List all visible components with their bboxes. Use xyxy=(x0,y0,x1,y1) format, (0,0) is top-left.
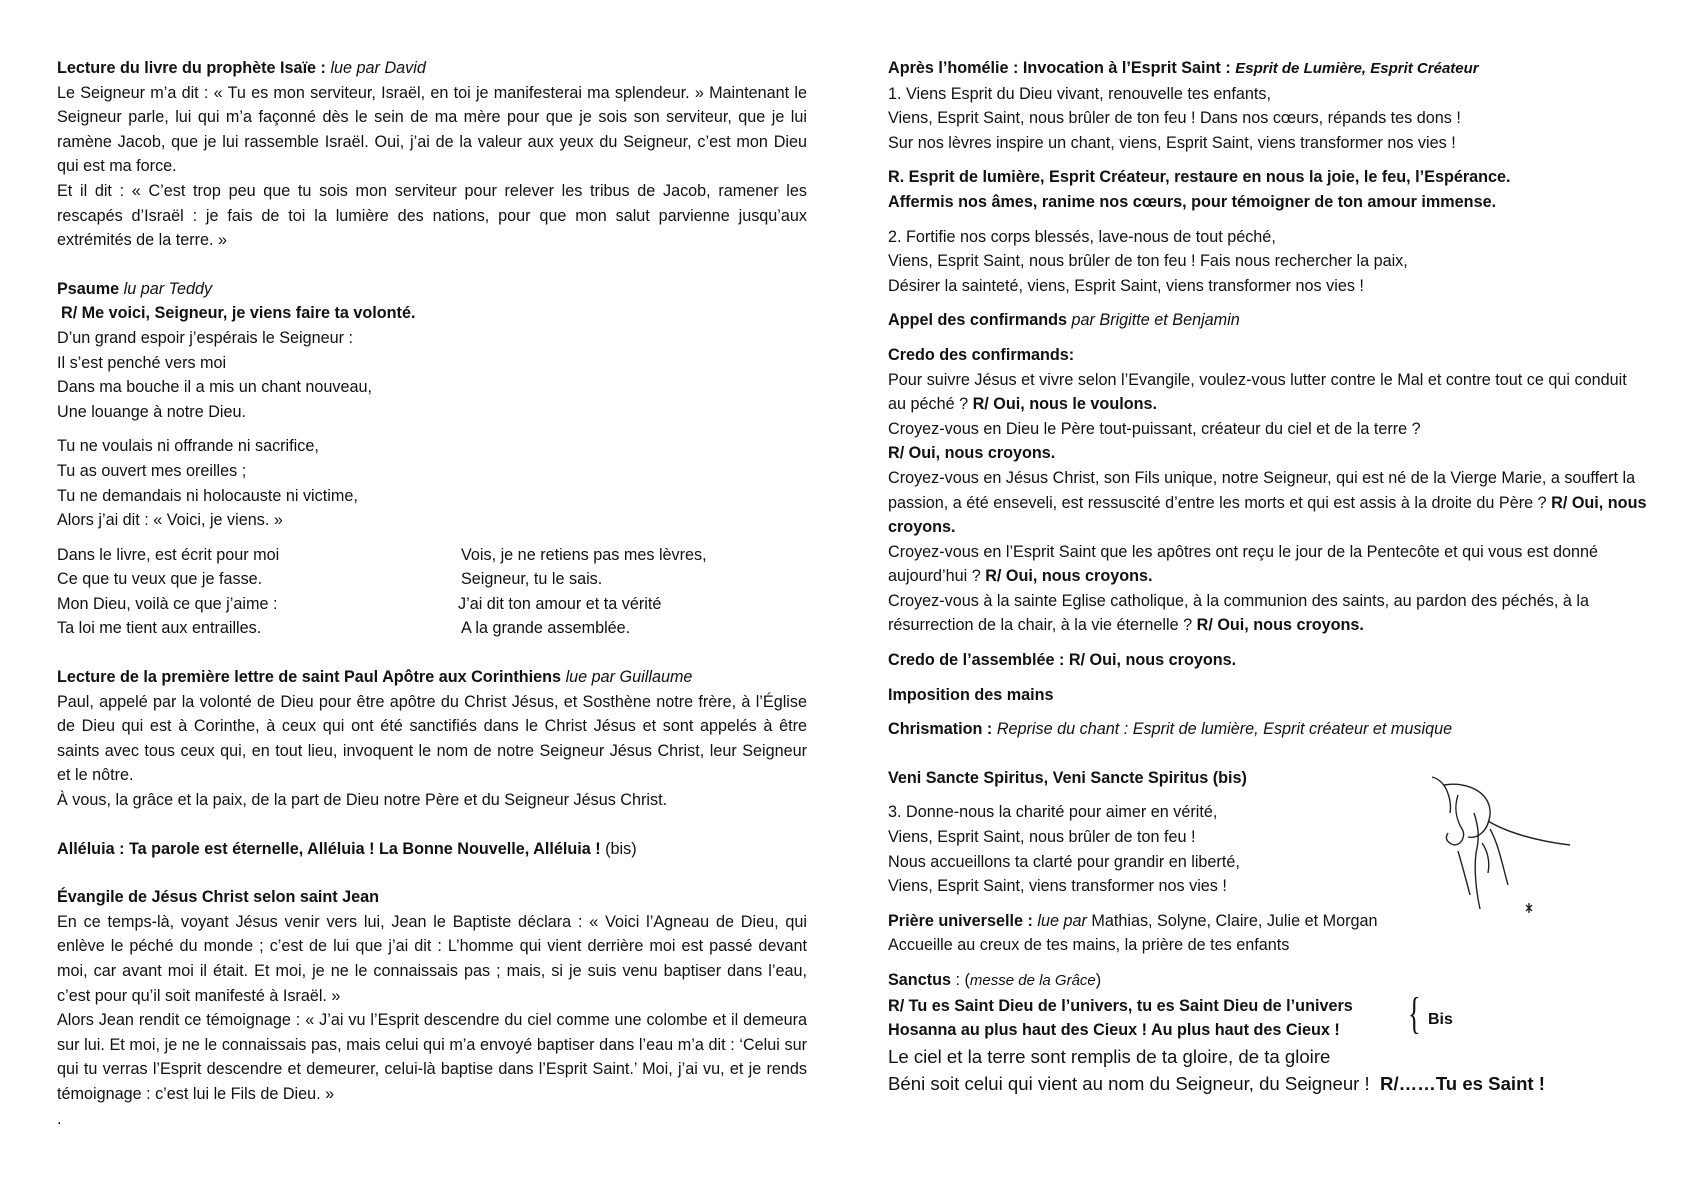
priere-names: Mathias, Solyne, Claire, Julie et Morgan xyxy=(1091,911,1378,930)
psaume-line: Alors j’ai dit : « Voici, je viens. » xyxy=(57,511,283,530)
credo-q1: Pour suivre Jésus et vivre selon l’Evangile, voulez-vous lutter contre le Mal et contre tout ce qui conduit au péché ? xyxy=(888,370,1627,414)
song-line: 2. Fortifie nos corps blessés, lave-nous de tout péché, xyxy=(888,227,1276,246)
credo-r3: R/ Oui, nous croyons. xyxy=(888,493,1647,537)
psaume-line: Ta loi me tient aux entrailles. xyxy=(57,619,262,638)
song-line: 3. Donne-nous la charité pour aimer en vérité, xyxy=(888,803,1218,822)
credo-q4: Croyez-vous en l’Esprit Saint que les apôtres ont reçu le jour de la Pentecôte et qui vous est donné aujourd’hui ? xyxy=(888,542,1598,586)
brace-icon: { xyxy=(1408,988,1421,1038)
isaie-title: Lecture du livre du prophète Isaïe : xyxy=(57,59,326,77)
alleluia-bis: (bis) xyxy=(605,839,637,858)
credo-question: Croyez-vous en Dieu le Père tout-puissant, créateur du ciel et de la terre ? xyxy=(888,419,1421,438)
psaume-line: Il s’est penché vers moi xyxy=(57,353,227,372)
song-line: Viens, Esprit Saint, nous brûler de ton feu ! xyxy=(888,828,1196,847)
homelie-title: Après l’homélie : Invocation à l’Esprit Saint : xyxy=(888,59,1231,77)
bis-label: Bis xyxy=(1428,1010,1453,1028)
psaume-line: Tu as ouvert mes oreilles ; xyxy=(57,461,247,480)
appel-reader: par Brigitte et Benjamin xyxy=(1071,311,1240,330)
credo-r5: R/ Oui, nous croyons. xyxy=(1196,616,1364,635)
credo-r2: R/ Oui, nous croyons. xyxy=(888,444,1056,463)
psaume-line: A la grande assemblée. xyxy=(461,619,631,638)
imposition-title: Imposition des mains xyxy=(888,685,1054,704)
credo-question xyxy=(888,368,1648,417)
psaume-line: Ce que tu veux que je fasse. xyxy=(57,570,263,589)
psaume-line: Mon Dieu, voilà ce que j’aime : xyxy=(57,594,278,613)
song-refrain: R. Esprit de lumière, Esprit Créateur, restaure en nous la joie, le feu, l’Espérance. xyxy=(888,168,1511,187)
credo-assemblee: Credo de l’assemblée : R/ Oui, nous croyons. xyxy=(888,651,1237,670)
chrismation-title: Chrismation : xyxy=(888,720,993,739)
sanctus-mass: messe de la Grâce xyxy=(969,972,1096,989)
psaume-line: Une louange à notre Dieu. xyxy=(57,402,246,421)
homelie-heading xyxy=(888,56,1648,82)
psaume-line: Seigneur, tu le sais. xyxy=(461,570,603,589)
corinthiens-text-2: À vous, la grâce et la paix, de la part de Dieu notre Père et du Seigneur Jésus Christ. xyxy=(57,791,668,810)
credo-question xyxy=(888,540,1648,589)
alleluia xyxy=(57,837,807,862)
sanctus-line-4-end: R/……Tu es Saint ! xyxy=(1380,1072,1545,1094)
priere-title: Prière universelle : xyxy=(888,911,1033,930)
psaume-stanza-3 xyxy=(57,543,807,641)
credo-q3: Croyez-vous en Jésus Christ, son Fils unique, notre Seigneur, qui est né de la Vierge Marie, a souffert la passion, a été enseveli, est ressuscité d’entre les morts et qui est assis à la droite du Père ? xyxy=(888,468,1636,512)
corinthiens-reader: lue par Guillaume xyxy=(565,668,693,687)
evangile-title: Évangile de Jésus Christ selon saint Jean xyxy=(57,888,380,907)
sanctus-colon: : ( xyxy=(950,971,970,989)
evangile-text-2: Alors Jean rendit ce témoignage : « J’ai vu l’Esprit descendre du ciel comme une colombe et il demeura sur lui. Et moi, je ne le connaissais pas, mais celui qui m’a envoyé baptiser dans l’eau m’a dit : ‘Celui sur qui tu verras l’Esprit descendre et demeurer, celui-là baptise dans l’Esprit Saint.’ Moi, j’ai vu, et je rends témoignage : c’est lui le Fils de Dieu. » xyxy=(57,1011,807,1103)
sanctus-heading xyxy=(888,968,1648,994)
alleluia-text: Alléluia : Ta parole est éternelle, Alléluia ! La Bonne Nouvelle, Alléluia ! xyxy=(57,839,601,858)
song-line: Sur nos lèvres inspire un chant, viens, Esprit Saint, viens transformer nos vies ! xyxy=(888,133,1456,152)
psaume-refrain: R/ Me voici, Seigneur, je viens faire ta volonté. xyxy=(61,304,416,323)
credo-q5: Croyez-vous à la sainte Eglise catholique, à la communion des saints, au pardon des péchés, à la résurrection de la chair, à la vie éternelle ? xyxy=(888,591,1589,635)
credo-title: Credo des confirmands: xyxy=(888,345,1075,364)
psaume-reader: lu par Teddy xyxy=(123,279,213,298)
song-line: Désirer la sainteté, viens, Esprit Saint, viens transformer nos vies ! xyxy=(888,276,1364,295)
credo-question xyxy=(888,589,1648,638)
isaie-heading xyxy=(57,56,807,81)
psaume-line: J’ai dit ton amour et ta vérité xyxy=(458,594,662,613)
priere-by: lue par xyxy=(1037,911,1087,930)
song-line: Viens, Esprit Saint, viens transformer nos vies ! xyxy=(888,877,1227,896)
isaie-reader: lue par David xyxy=(330,59,426,77)
corinthiens-text: Paul, appelé par la volonté de Dieu pour être apôtre du Christ Jésus, et Sosthène notre frère, à l’Église de Dieu qui est à Corinthe, à ceux qui ont été sanctifiés dans le Christ Jésus et sont appelés à être saints avec tous ceux qui, en tout lieu, invoquent le nom de notre Seigneur Jésus Christ, leur Seigneur et le nôtre. xyxy=(57,692,807,785)
credo-r4: R/ Oui, nous croyons. xyxy=(985,567,1153,586)
sanctus-refrain xyxy=(888,988,1648,1043)
psaume-line: Tu ne demandais ni holocauste ni victime, xyxy=(57,486,358,505)
psaume-line: Dans le livre, est écrit pour moi xyxy=(57,545,280,564)
song-refrain: Affermis nos âmes, ranime nos cœurs, pour témoigner de ton amour immense. xyxy=(888,192,1497,211)
psaume-line: D’un grand espoir j’espérais le Seigneur : xyxy=(57,328,354,347)
psaume-line: Vois, je ne retiens pas mes lèvres, xyxy=(461,545,707,564)
credo-question xyxy=(888,466,1648,540)
evangile-text: En ce temps-là, voyant Jésus venir vers lui, Jean le Baptiste déclara : « Voici l’Agneau de Dieu, qui enlève le péché du monde ; c’est de lui que j’ai dit : L’homme qui vient derrière moi est passé devant moi, car avant moi il était. Et moi, je ne le connaissais pas ; mais, si je suis venu baptiser dans l’eau, c’est pour qu’il soit manifesté à Israël. » xyxy=(57,912,807,1005)
credo-r1: R/ Oui, nous le voulons. xyxy=(972,395,1157,414)
sanctus-line-2: Hosanna au plus haut des Cieux ! Au plus haut des Cieux ! xyxy=(888,1021,1340,1040)
appel-title: Appel des confirmands xyxy=(888,311,1067,330)
isaie-text: Le Seigneur m’a dit : « Tu es mon serviteur, Israël, en toi je manifesterai ma splendeur. » Maintenant le Seigneur parle, lui qui m’a façonné dès le sein de ma mère pour que je sois son serviteur, que je lui ramène Jacob, que je lui rassemble Israël. Oui, j’ai de la valeur aux yeux du Seigneur, c’est mon Dieu qui est ma force. xyxy=(57,83,807,176)
psaume-heading xyxy=(57,277,807,302)
psaume-line: Tu ne voulais ni offrande ni sacrifice, xyxy=(57,437,319,456)
appel-heading xyxy=(888,308,1648,333)
sanctus-line-4-text: Béni soit celui qui vient au nom du Seigneur, du Seigneur ! xyxy=(888,1072,1370,1094)
song-line: Viens, Esprit Saint, nous brûler de ton feu ! Fais nous rechercher la paix, xyxy=(888,252,1408,271)
sanctus-line-3: Le ciel et la terre sont remplis de ta gloire, de ta gloire xyxy=(888,1045,1331,1067)
sanctus-line-4 xyxy=(888,1070,1648,1097)
psaume-line: Dans ma bouche il a mis un chant nouveau, xyxy=(57,378,372,397)
chrismation-text: Reprise du chant : Esprit de lumière, Esprit créateur et musique xyxy=(996,720,1453,739)
song-line: Viens, Esprit Saint, nous brûler de ton feu ! Dans nos cœurs, répands tes dons ! xyxy=(888,109,1461,128)
evangile-dot: . xyxy=(57,1109,62,1128)
sanctus-line-1: R/ Tu es Saint Dieu de l’univers, tu es Saint Dieu de l’univers xyxy=(888,996,1353,1015)
isaie-text-2: Et il dit : « C’est trop peu que tu sois mon serviteur pour relever les tribus de Jacob, ramener les rescapés d’Israël : je fais de toi la lumière des nations, pour que mon salut parvienne jusqu’aux extrémités de la terre. » xyxy=(57,181,807,250)
chrismation xyxy=(888,717,1648,742)
left-column xyxy=(57,56,807,1131)
psaume-title: Psaume xyxy=(57,279,120,298)
praying-figure-sketch-icon xyxy=(1418,773,1578,921)
sanctus-title: Sanctus xyxy=(888,971,951,989)
right-column xyxy=(888,56,1648,1097)
song-line: 1. Viens Esprit du Dieu vivant, renouvelle tes enfants, xyxy=(888,84,1272,103)
sanctus-close: ) xyxy=(1095,971,1102,989)
corinthiens-title: Lecture de la première lettre de saint Paul Apôtre aux Corinthiens xyxy=(57,668,562,687)
song-line: Nous accueillons ta clarté pour grandir en liberté, xyxy=(888,852,1240,871)
priere-text: Accueille au creux de tes mains, la prière de tes enfants xyxy=(888,936,1290,955)
veni-title: Veni Sancte Spiritus, Veni Sancte Spiritus (bis) xyxy=(888,768,1247,787)
homelie-song: Esprit de Lumière, Esprit Créateur xyxy=(1235,60,1479,77)
corinthiens-heading xyxy=(57,665,807,690)
